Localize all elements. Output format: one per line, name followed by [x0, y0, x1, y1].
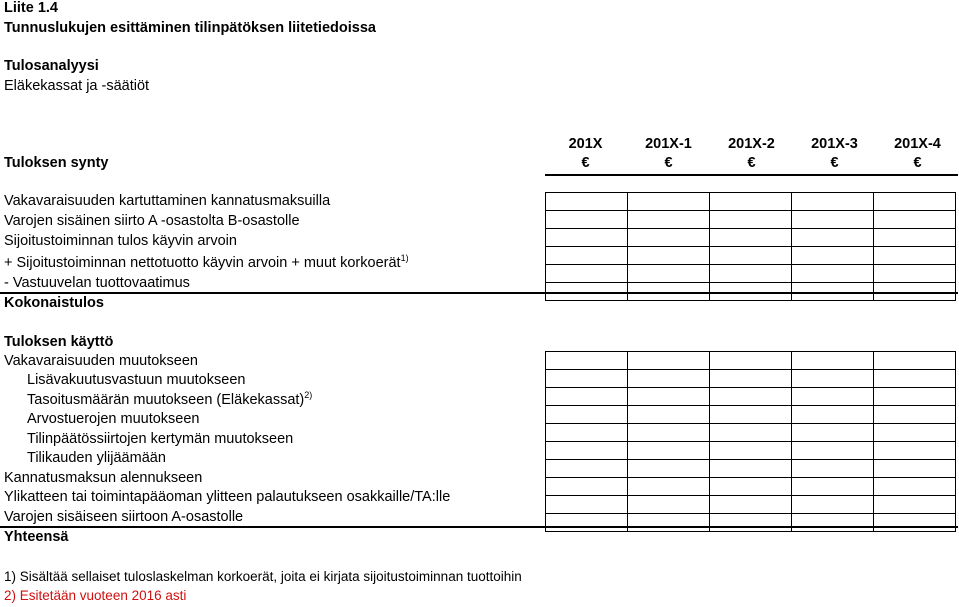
cell[interactable] [874, 283, 956, 301]
cell[interactable] [874, 211, 956, 229]
cell[interactable] [792, 283, 874, 301]
cell[interactable] [874, 496, 956, 514]
cell[interactable] [874, 370, 956, 388]
section2-row-6: Tilikauden ylijäämään [27, 450, 166, 466]
col-header-201X-2: 201X-2 [728, 136, 775, 152]
currency-col-3: € [747, 155, 756, 171]
cell[interactable] [710, 424, 792, 442]
section1-row-3: Sijoitustoiminnan tulos käyvin arvoin [4, 233, 237, 249]
cell[interactable] [874, 352, 956, 370]
cell[interactable] [628, 265, 710, 283]
section2-row-9: Varojen sisäiseen siirtoon A-osastolle [4, 509, 244, 525]
col-header-201X-4: 201X-4 [894, 136, 941, 152]
cell[interactable] [710, 514, 792, 532]
cell[interactable] [792, 424, 874, 442]
header-underline [545, 174, 958, 176]
cell[interactable] [792, 460, 874, 478]
cell[interactable] [874, 514, 956, 532]
cell[interactable] [874, 442, 956, 460]
currency-col-2: € [664, 155, 673, 171]
cell[interactable] [628, 478, 710, 496]
footnote-ref-2: 2) [304, 390, 313, 400]
cell[interactable] [628, 283, 710, 301]
section2-title: Tuloksen käyttö [4, 334, 114, 350]
cell[interactable] [546, 265, 628, 283]
col-header-201X: 201X [568, 136, 603, 152]
cell[interactable] [710, 193, 792, 211]
section2-row-2: Lisävakuutusvastuun muutokseen [27, 372, 246, 388]
cell[interactable] [546, 460, 628, 478]
cell[interactable] [628, 370, 710, 388]
cell[interactable] [874, 478, 956, 496]
cell[interactable] [792, 442, 874, 460]
cell[interactable] [710, 406, 792, 424]
col-header-201X-1: 201X-1 [645, 136, 692, 152]
cell[interactable] [792, 370, 874, 388]
cell[interactable] [874, 193, 956, 211]
cell[interactable] [792, 193, 874, 211]
section1-row-2: Varojen sisäinen siirto A -osastolta B-osastolle [4, 213, 300, 229]
section2-grid [545, 351, 956, 532]
section1-title: Tuloksen synty [4, 155, 109, 171]
cell[interactable] [874, 460, 956, 478]
section1-total: Kokonaistulos [4, 295, 104, 311]
cell[interactable] [710, 478, 792, 496]
cell[interactable] [546, 514, 628, 532]
cell[interactable] [792, 406, 874, 424]
cell[interactable] [792, 496, 874, 514]
cell[interactable] [628, 424, 710, 442]
cell[interactable] [628, 514, 710, 532]
cell[interactable] [874, 247, 956, 265]
cell[interactable] [792, 352, 874, 370]
cell[interactable] [628, 352, 710, 370]
cell[interactable] [710, 496, 792, 514]
section2-row-5: Tilinpäätössiirtojen kertymän muutokseen [27, 431, 294, 447]
cell[interactable] [874, 406, 956, 424]
cell[interactable] [710, 370, 792, 388]
cell[interactable] [710, 352, 792, 370]
footnote-2: 2) Esitetään vuoteen 2016 asti [4, 588, 187, 603]
cell[interactable] [546, 247, 628, 265]
currency-col-1: € [581, 155, 590, 171]
cell[interactable] [792, 229, 874, 247]
section2-row-7: Kannatusmaksun alennukseen [4, 470, 203, 486]
cell[interactable] [792, 514, 874, 532]
cell[interactable] [546, 283, 628, 301]
currency-col-4: € [830, 155, 839, 171]
cell[interactable] [710, 247, 792, 265]
section2-row-4: Arvostuerojen muutokseen [27, 411, 200, 427]
cell[interactable] [792, 388, 874, 406]
cell[interactable] [628, 388, 710, 406]
footnote-1: 1) Sisältää sellaiset tuloslaskelman korkoerät, joita ei kirjata sijoitustoiminnan tuottoihin [4, 569, 522, 584]
cell[interactable] [710, 442, 792, 460]
cell[interactable] [628, 442, 710, 460]
cell[interactable] [546, 193, 628, 211]
section1-row-5: - Vastuuvelan tuottovaatimus [4, 275, 190, 291]
cell[interactable] [546, 388, 628, 406]
cell[interactable] [792, 211, 874, 229]
cell[interactable] [546, 478, 628, 496]
section2-row-8: Ylikatteen tai toimintapääoman ylitteen palautukseen osakkaille/TA:lle [4, 489, 451, 505]
cell[interactable] [710, 229, 792, 247]
cell[interactable] [710, 388, 792, 406]
section2-row-3: Tasoitusmäärän muutokseen (Eläkekassat)$^{2)}$ [27, 390, 313, 408]
cell[interactable] [628, 406, 710, 424]
cell[interactable] [874, 388, 956, 406]
attachment-label: Liite 1.4 [4, 0, 58, 16]
cell[interactable] [546, 211, 628, 229]
cell[interactable] [628, 193, 710, 211]
cell[interactable] [546, 406, 628, 424]
section2-row-1: Vakavaraisuuden muutokseen [4, 353, 198, 369]
cell[interactable] [628, 496, 710, 514]
section1-row-1: Vakavaraisuuden kartuttaminen kannatusmaksuilla [4, 193, 331, 209]
cell[interactable] [792, 247, 874, 265]
cell[interactable] [792, 478, 874, 496]
cell[interactable] [874, 229, 956, 247]
cell[interactable] [628, 211, 710, 229]
cell[interactable] [874, 424, 956, 442]
cell[interactable] [546, 496, 628, 514]
section-title: Tulosanalyysi [4, 58, 99, 74]
cell[interactable] [546, 352, 628, 370]
cell[interactable] [710, 211, 792, 229]
cell[interactable] [710, 265, 792, 283]
cell[interactable] [546, 229, 628, 247]
footnote-ref-1: 1) [400, 253, 409, 263]
cell[interactable] [628, 247, 710, 265]
cell[interactable] [546, 442, 628, 460]
cell[interactable] [546, 370, 628, 388]
cell[interactable] [710, 460, 792, 478]
cell[interactable] [628, 229, 710, 247]
cell[interactable] [546, 424, 628, 442]
cell[interactable] [710, 283, 792, 301]
col-header-201X-3: 201X-3 [811, 136, 858, 152]
section1-grid [545, 192, 956, 301]
section1-row-4: + Sijoitustoiminnan nettotuotto käyvin arvoin + muut korkoerät$^{1)}$ [4, 253, 409, 271]
cell[interactable] [792, 265, 874, 283]
currency-col-5: € [913, 155, 922, 171]
cell[interactable] [874, 265, 956, 283]
cell[interactable] [628, 460, 710, 478]
section-subtitle: Eläkekassat ja -säätiöt [4, 78, 150, 94]
section2-total: Yhteensä [4, 529, 69, 545]
document-title: Tunnuslukujen esittäminen tilinpätöksen liitetiedoissa [4, 20, 376, 36]
